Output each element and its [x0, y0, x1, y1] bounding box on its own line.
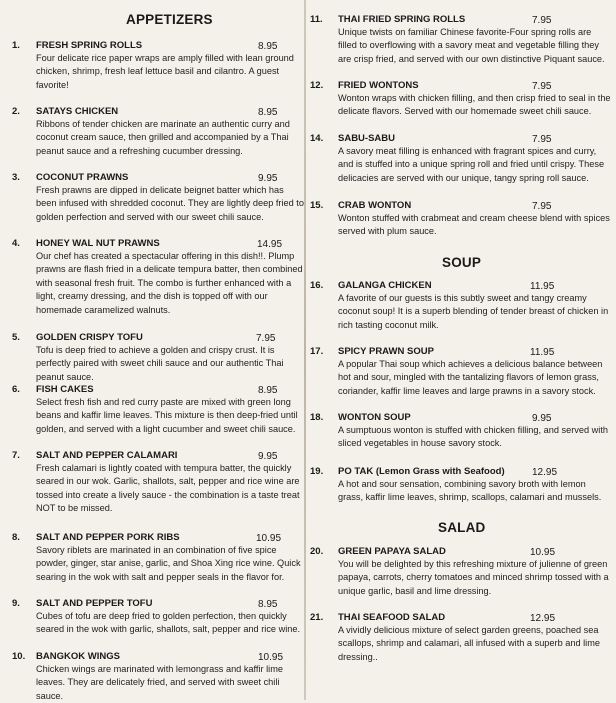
item-name: THAI FRIED SPRING ROLLS: [338, 14, 466, 25]
item-number: 20.: [310, 546, 324, 557]
item-description: You will be delighted by this refreshing mixture of julienne of green papaya, carrots, cherry tomatoes and minced shrimp tossed with a unique garlic, basil and lime dressing.: [338, 559, 609, 596]
item-number: 18.: [310, 412, 324, 423]
item-number: 8.: [12, 532, 20, 543]
item-number: 9.: [12, 598, 20, 609]
item-price: 10.95: [256, 533, 282, 544]
item-description: A popular Thai soup which achieves a delicious balance between hot and sour, mingled with the tantalizing flavors of lemon grass, coriander, kaffir lime leaves and large prawns in a savory stock.: [338, 359, 603, 396]
item-number: 7.: [12, 450, 20, 461]
item-name: COCONUT PRAWNS: [36, 172, 129, 183]
item-price: 8.95: [258, 107, 278, 118]
item-price: 10.95: [530, 547, 556, 558]
item-number: 15.: [310, 200, 324, 211]
item-name: HONEY WAL NUT PRAWNS: [36, 238, 160, 249]
item-name: CRAB WONTON: [338, 200, 412, 211]
section-title-soup: SOUP: [442, 255, 482, 270]
item-description: Wonton stuffed with crabmeat and cream cheese blend with spices served with plum sauce.: [338, 213, 610, 237]
item-name: SATAYS CHICKEN: [36, 106, 119, 117]
item-name: PO TAK (Lemon Grass with Seafood): [338, 466, 505, 477]
section-title-salad: SALAD: [438, 520, 486, 535]
item-price: 9.95: [258, 451, 278, 462]
item-price: 10.95: [258, 652, 284, 663]
section-title-appetizers: APPETIZERS: [126, 12, 213, 27]
item-price: 7.95: [256, 333, 276, 344]
column-divider: [304, 0, 306, 700]
item-name: SABU-SABU: [338, 133, 395, 144]
item-name: GALANGA CHICKEN: [338, 280, 432, 291]
item-name: SALT AND PEPPER CALAMARI: [36, 450, 178, 461]
item-name: FRESH SPRING ROLLS: [36, 40, 143, 51]
item-price: 9.95: [258, 173, 278, 184]
item-price: 9.95: [532, 413, 552, 424]
item-number: 3.: [12, 172, 20, 183]
item-name: FRIED WONTONS: [338, 80, 419, 91]
item-description: Select fresh fish and red curry paste are mixed with green long beans and kaffir lime leaves. This mixture is then deep-fried until golden, and served with a light cucumber and sweet chili sauce.: [36, 397, 298, 434]
item-description: A sumptuous wonton is stuffed with chicken filling, and served with sliced vegetables in house savory stock.: [338, 425, 608, 449]
item-price: 8.95: [258, 41, 278, 52]
item-name: GREEN PAPAYA SALAD: [338, 546, 446, 557]
item-description: Fresh prawns are dipped in delicate beignet batter which has been infused with shredded coconut. They are lightly deep fried to golden perfection and served with our sweet chili sauce.: [36, 185, 304, 222]
item-name: SALT AND PEPPER TOFU: [36, 598, 153, 609]
item-price: 7.95: [532, 201, 552, 212]
item-number: 5.: [12, 332, 20, 343]
item-number: 19.: [310, 466, 324, 477]
item-price: 14.95: [257, 239, 283, 250]
item-price: 7.95: [532, 15, 552, 26]
item-description: Cubes of tofu are deep fried to golden perfection, then quickly seared in the wok with garlic, shallots, salt, pepper and rice wine.: [36, 611, 301, 635]
item-number: 11.: [310, 14, 323, 25]
item-number: 4.: [12, 238, 20, 249]
item-price: 11.95: [530, 281, 555, 292]
item-price: 8.95: [258, 599, 278, 610]
item-name: GOLDEN CRISPY TOFU: [36, 332, 143, 343]
item-description: Chicken wings are marinated with lemongrass and kaffir lime leaves. They are delicately fried, and served with sweet chili sauce.: [36, 664, 283, 701]
item-number: 2.: [12, 106, 20, 117]
item-price: 8.95: [258, 385, 278, 396]
item-description: Our chef has created a spectacular offering in this dish!!. Plump prawns are flash fried in a delicate tempura batter, then combined with seasonal fresh fruit. The combo is further enhanced with a light, creamy dressing, and the dish is topped off with our homemade caramelized walnuts.: [36, 251, 303, 315]
item-price: 11.95: [530, 347, 555, 358]
item-price: 12.95: [532, 467, 558, 478]
item-number: 16.: [310, 280, 324, 291]
item-price: 7.95: [532, 81, 552, 92]
item-number: 12.: [310, 80, 324, 91]
item-name: SPICY PRAWN SOUP: [338, 346, 434, 357]
item-description: Fresh calamari is lightly coated with tempura batter, the quickly seared in our wok. Garlic, shallots, salt, pepper and rice wine are tossed into create a lively sauce - the combination is a taste treat NOT to be missed.: [36, 463, 300, 514]
item-description: Four delicate rice paper wraps are amply filled with lean ground chicken, shrimp, fresh leaf lettuce basil and cilantro. A guest favorite!: [36, 53, 294, 90]
item-description: Unique twists on familiar Chinese favorite-Four spring rolls are filled to overflowing with a savory meat and vegetable filling they are crisp fried, and served with our own distinctive Piquant sauce.: [338, 27, 605, 64]
item-description: A vividly delicious mixture of select garden greens, poached sea scallops, shrimp and calamari, all infused with a superb and lime dressing..: [338, 625, 600, 662]
item-description: Wonton wraps with chicken filling, and then crisp fried to seal in the delicate flavors. Served with our homemade sweet chili sauce.: [338, 93, 611, 117]
item-description: A savory meat filling is enhanced with fragrant spices and curry, and is stuffed into a unique spring roll and fried until crispy. These delicacies are served with our unique, tangy spring roll sauce.: [338, 146, 605, 183]
item-name: BANGKOK WINGS: [36, 651, 120, 662]
item-name: SALT AND PEPPER PORK RIBS: [36, 532, 180, 543]
item-description: A favorite of our guests is this subtly sweet and tangy creamy coconut soup! It is a superb blending of tender breast of chicken in rich tasting coconut milk.: [338, 293, 609, 330]
item-number: 21.: [310, 612, 324, 623]
item-number: 14.: [310, 133, 324, 144]
item-name: WONTON SOUP: [338, 412, 411, 423]
item-number: 6.: [12, 384, 20, 395]
item-number: 17.: [310, 346, 324, 357]
item-description: Tofu is deep fried to achieve a golden and crispy crust. It is perfectly paired with sweet chili sauce and our authentic Thai peanut sauce.: [36, 345, 284, 382]
item-name: THAI SEAFOOD SALAD: [338, 612, 446, 623]
item-description: A hot and sour sensation, combining savory broth with lemon grass, kaffir lime leaves, shrimp, scallops, calamari and mussels.: [338, 479, 602, 503]
item-description: Savory riblets are marinated in an combination of five spice powder, ginger, star anise, garlic, and Shoa Xing rice wine. Quick searing in the wok with salt and pepper seals in the flavor for.: [36, 545, 301, 582]
item-price: 7.95: [532, 134, 552, 145]
item-description: Ribbons of tender chicken are marinate an authentic curry and coconut cream sauce, then grilled and accompanied by a Thai peanut sauce and a refreshing cucumber dressing.: [36, 119, 290, 156]
item-number: 1.: [12, 40, 20, 51]
item-price: 12.95: [530, 613, 556, 624]
item-name: FISH CAKES: [36, 384, 94, 395]
item-number: 10.: [12, 651, 26, 662]
